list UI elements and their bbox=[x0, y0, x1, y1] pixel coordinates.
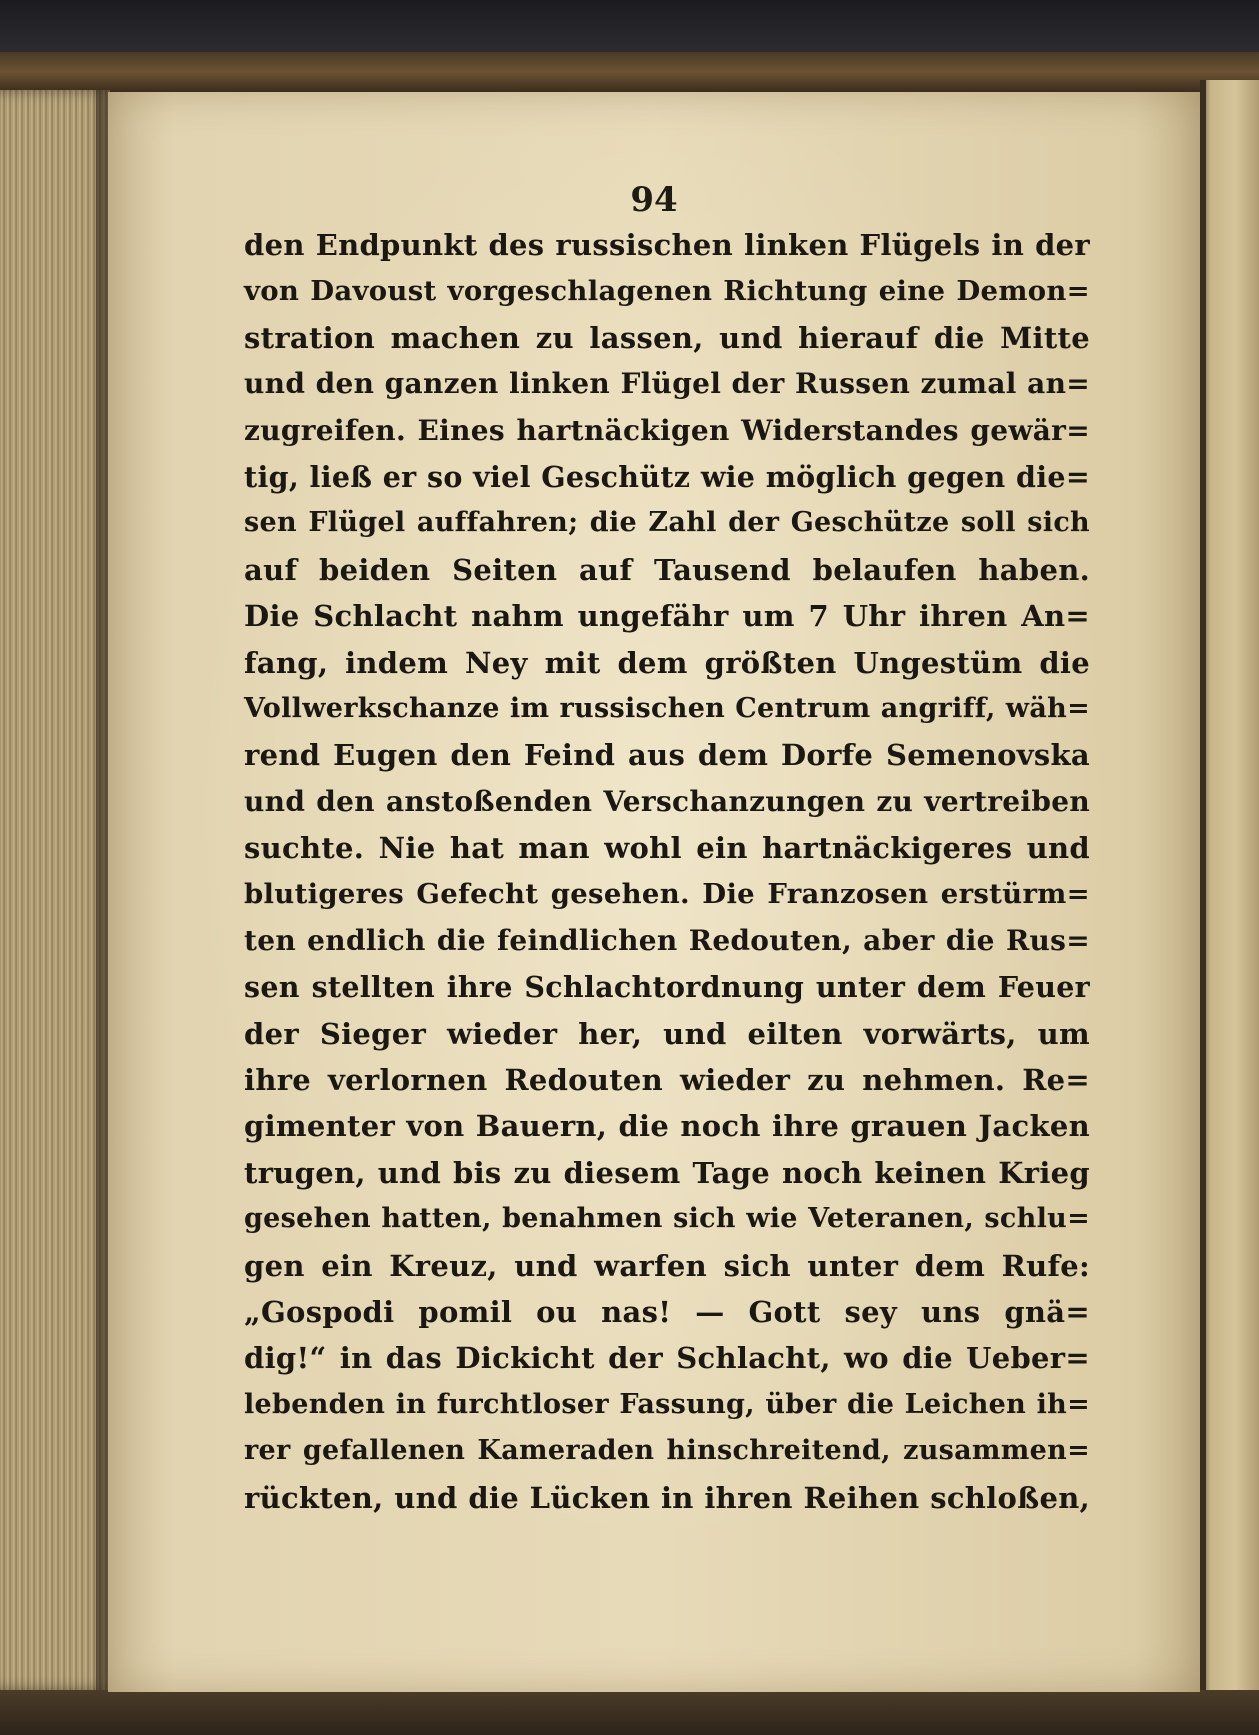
text-line: und den ganzen linken Flügel der Russen zumal an= bbox=[244, 367, 1090, 401]
right-page-border bbox=[1200, 80, 1206, 1710]
text-line: trugen, und bis zu diesem Tage noch keinen Krieg bbox=[244, 1155, 1090, 1190]
right-page-edge bbox=[1200, 80, 1259, 1710]
text-line: auf beiden Seiten auf Tausend belaufen haben. bbox=[244, 552, 1090, 587]
text-line: Die Schlacht nahm ungefähr um 7 Uhr ihren An= bbox=[244, 599, 1090, 634]
text-line: gimenter von Bauern, die noch ihre grauen Jacken bbox=[244, 1109, 1090, 1144]
text-line: sen stellten ihre Schlachtordnung unter dem Feuer bbox=[244, 970, 1090, 1005]
text-line: gen ein Kreuz, und warfen sich unter dem Rufe: bbox=[244, 1248, 1090, 1283]
book-bottom-edge bbox=[0, 1690, 1259, 1735]
text-line: rend Eugen den Feind aus dem Dorfe Semenovska bbox=[244, 738, 1090, 773]
text-line: suchte. Nie hat man wohl ein hartnäckigeres und bbox=[244, 831, 1090, 866]
left-page-stack bbox=[0, 90, 110, 1690]
text-line: tig, ließ er so viel Geschütz wie möglich gegen die= bbox=[244, 459, 1090, 494]
text-line: gesehen hatten, benahmen sich wie Veteranen, schlu= bbox=[244, 1203, 1090, 1235]
text-line: ten endlich die feindlichen Redouten, aber die Rus= bbox=[244, 923, 1090, 957]
book-page bbox=[108, 92, 1200, 1692]
text-line: blutigeres Gefecht gesehen. Die Franzosen erstürm= bbox=[244, 878, 1090, 911]
text-line: und den anstoßenden Verschanzungen zu vertreiben bbox=[244, 784, 1090, 818]
text-line: ihre verlornen Redouten wieder zu nehmen. Re= bbox=[244, 1063, 1090, 1098]
text-line: „Gospodi pomil ou nas! — Gott sey uns gnä= bbox=[244, 1294, 1090, 1329]
text-line: stration machen zu lassen, und hierauf die Mitte bbox=[244, 320, 1090, 355]
page-number: 94 bbox=[630, 180, 678, 220]
text-line: sen Flügel auffahren; die Zahl der Geschütze soll sich bbox=[244, 507, 1090, 539]
book-top-edge bbox=[0, 52, 1259, 92]
text-line: von Davoust vorgeschlagenen Richtung eine Demon= bbox=[244, 275, 1090, 308]
text-line: dig!“ in das Dickicht der Schlacht, wo die Ueber= bbox=[244, 1341, 1090, 1376]
text-line: der Sieger wieder her, und eilten vorwärts, um bbox=[244, 1016, 1090, 1051]
text-line: fang, indem Ney mit dem größten Ungestüm die bbox=[244, 645, 1090, 680]
text-line: lebenden in furchtloser Fassung, über die Leichen ih= bbox=[244, 1388, 1090, 1420]
text-line: den Endpunkt des russischen linken Flügels in der bbox=[244, 228, 1090, 262]
text-line: zugreifen. Eines hartnäckigen Widerstandes gewär= bbox=[244, 413, 1090, 447]
page-text bbox=[244, 222, 1090, 1521]
text-line: Vollwerkschanze im russischen Centrum angriff, wäh= bbox=[244, 692, 1090, 724]
text-line: rer gefallenen Kameraden hinschreitend, zusammen= bbox=[244, 1435, 1090, 1467]
text-line: rückten, und die Lücken in ihren Reihen schloßen, bbox=[244, 1480, 1090, 1515]
